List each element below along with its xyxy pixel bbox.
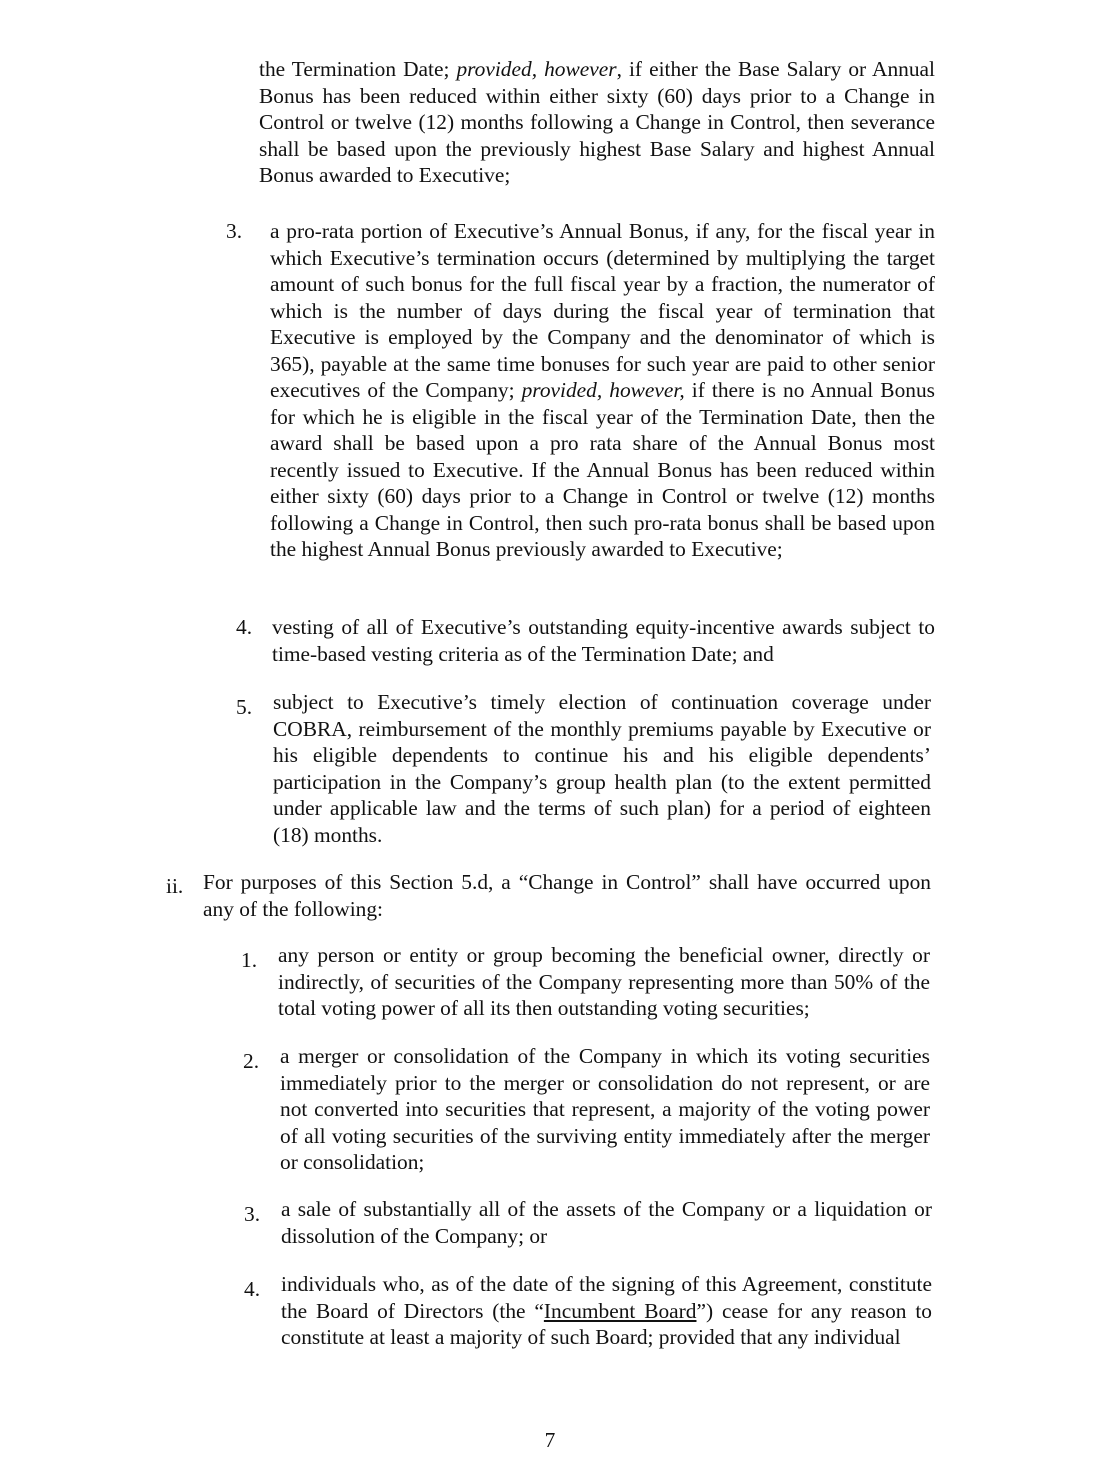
- cic-4-number: 4.: [244, 1277, 261, 1301]
- incumbent-board-term: Incumbent Board: [543, 1298, 697, 1323]
- cic-4-text-start: individuals who, as of the date of the signing of this Agreement, constitute the Board of Directors (the “: [281, 1272, 932, 1323]
- cic-3-paragraph: a sale of substantially all of the assets of the Company or a liquidation or dissolution of the Company; or: [281, 1197, 932, 1248]
- item-4-number: 4.: [236, 615, 253, 639]
- continuation-italic-proviso: provided, however: [456, 57, 617, 81]
- cic-1-number: 1.: [241, 948, 258, 972]
- cic-2-paragraph: a merger or consolidation of the Company in which its voting securities immediately prior to the merger or consolidation do not represent, or are not converted into securities that represent, a majority of the voting power of all voting securities of the surviving entity immediately after the merger or consolidation;: [280, 1044, 930, 1174]
- item-3-text-end: if there is no Annual Bonus for which he is eligible in the fiscal year of the Termination Date, then the award shall be based upon a pro rata share of the Annual Bonus most recently issued to Executive. If the Annual Bonus has been reduced within either sixty (60) days prior to a Change in Control or twelve (12) months following a Change in Control, then such pro-rata bonus shall be based upon the highest Annual Bonus previously awarded to Executive;: [270, 378, 935, 561]
- page-number: 7: [544, 1428, 556, 1452]
- section-ii-number: ii.: [166, 874, 184, 898]
- item-3-number: 3.: [226, 219, 243, 243]
- cic-4-paragraph: [281, 1271, 932, 1351]
- item-5-number: 5.: [236, 695, 253, 719]
- cic-3-number: 3.: [244, 1202, 261, 1226]
- severance-continuation-paragraph: [259, 56, 935, 189]
- item-3-text-start: a pro-rata portion of Executive’s Annual Bonus, if any, for the fiscal year in which Executive’s termination occurs (determined by multiplying the target amount of such bonus for the full fiscal year by a fraction, the numerator of which is the number of days during the fiscal year of termination that Executive is employed by the Company and the denominator of which is 365), payable at the same time bonuses for such year are paid to other senior executives of the Company;: [270, 219, 935, 402]
- cic-1-paragraph: any person or entity or group becoming the beneficial owner, directly or indirectly, of securities of the Company representing more than 50% of the total voting power of all its then outstanding voting securities;: [278, 943, 930, 1020]
- cic-2-number: 2.: [243, 1049, 260, 1073]
- cic-4-text-end: ”) cease for any reason to constitute at least a majority of such Board; provided that any individual: [281, 1298, 932, 1349]
- item-3-paragraph: [270, 218, 935, 563]
- continuation-text-end: , if either the Base Salary or Annual Bonus has been reduced within either sixty (60) days prior to a Change in Control or twelve (12) months following a Change in Control, then severance shall be based upon the previously highest Base Salary and highest Annual Bonus awarded to Executive;: [259, 57, 935, 187]
- item-3-italic-proviso: provided, however,: [521, 378, 685, 402]
- continuation-text-start: the Termination Date;: [259, 57, 457, 81]
- item-4-paragraph: vesting of all of Executive’s outstanding equity-incentive awards subject to time-based vesting criteria as of the Termination Date; and: [272, 615, 935, 666]
- section-ii-paragraph: For purposes of this Section 5.d, a “Change in Control” shall have occurred upon any of the following:: [203, 870, 931, 921]
- item-5-paragraph: subject to Executive’s timely election of continuation coverage under COBRA, reimbursement of the monthly premiums payable by Executive or his eligible dependents to continue his and his eligible dependents’ participation in the Company’s group health plan (to the extent permitted under applicable law and the terms of such plan) for a period of eighteen (18) months.: [273, 690, 931, 847]
